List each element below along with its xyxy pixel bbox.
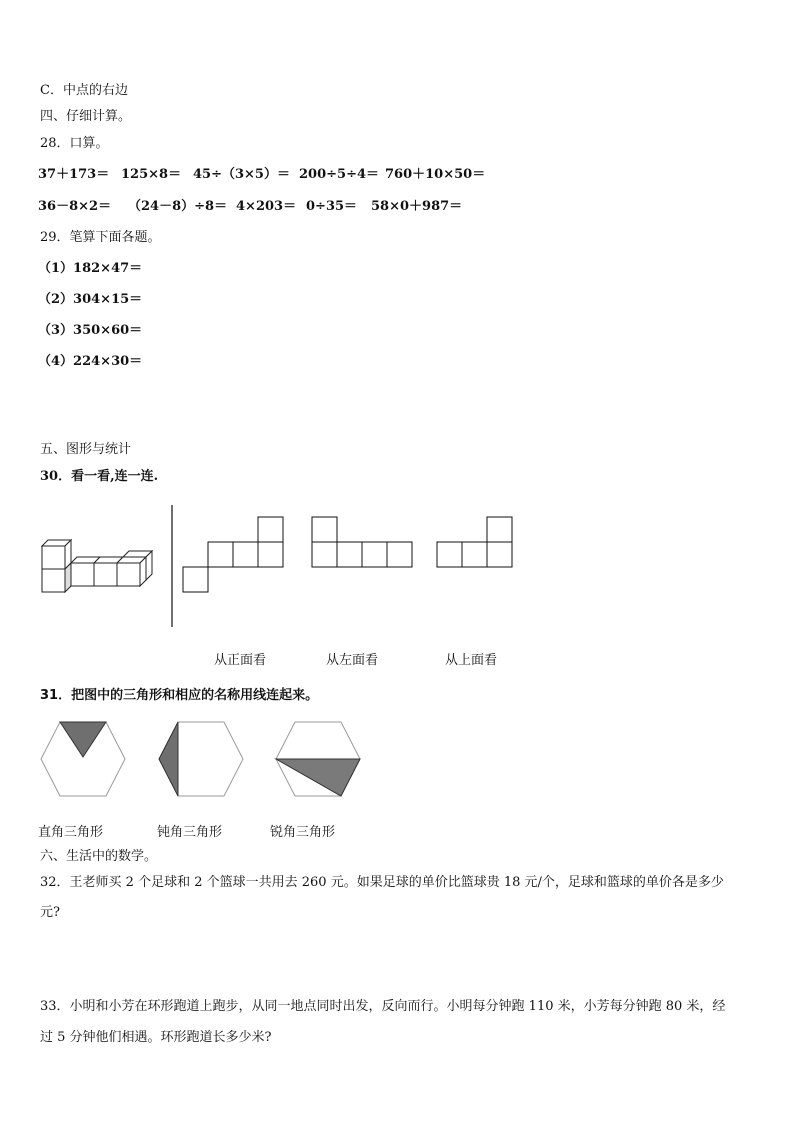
question-32-line1: 32．王老师买 2 个足球和 2 个篮球一共用去 260 元。如果足球的单价比篮球贵 18 元/个，足球和篮球的单价各是多少 bbox=[40, 875, 724, 890]
view-label-top: 从上面看 bbox=[445, 653, 498, 668]
hexagon-obtuse-triangle bbox=[158, 721, 244, 797]
section-five-heading: 五、图形与统计 bbox=[40, 442, 132, 457]
question-31: 31．把图中的三角形和相应的名称用线连起来。 bbox=[40, 688, 319, 703]
view-shape-right-raised bbox=[437, 517, 513, 568]
option-c: C．中点的右边 bbox=[40, 83, 128, 98]
oral-calc-item: 760＋10×50＝ bbox=[385, 167, 486, 182]
oral-calc-item: （24－8）÷8＝ bbox=[128, 199, 228, 214]
oral-calc-item: 37＋173＝ bbox=[38, 167, 110, 182]
triangle-label-acute: 锐角三角形 bbox=[270, 825, 336, 840]
view-shape-staircase bbox=[183, 517, 284, 593]
view-shape-left-raised bbox=[312, 517, 413, 568]
written-calc-item: （2）304×15＝ bbox=[38, 292, 143, 307]
oral-calc-item: 0÷35＝ bbox=[306, 199, 358, 214]
hexagon-acute-triangle bbox=[275, 721, 361, 797]
question-29: 29．笔算下面各题。 bbox=[40, 230, 161, 245]
oral-calc-item: 4×203＝ bbox=[236, 199, 297, 214]
oral-calc-item: 45÷（3×5）＝ bbox=[193, 167, 290, 182]
triangle-label-obtuse: 钝角三角形 bbox=[157, 825, 223, 840]
question-33-line1: 33．小明和小芳在环形跑道上跑步，从同一地点同时出发，反向而行。小明每分钟跑 110 米，小芳每分钟跑 80 米，经 bbox=[40, 999, 726, 1014]
written-calc-item: （3）350×60＝ bbox=[38, 323, 143, 338]
written-calc-item: （4）224×30＝ bbox=[38, 354, 143, 369]
view-label-left: 从左面看 bbox=[326, 653, 379, 668]
question-33-line2: 过 5 分钟他们相遇。环形跑道长多少米? bbox=[40, 1030, 272, 1045]
question-30: 30．看一看,连一连. bbox=[40, 469, 159, 484]
section-four-heading: 四、仔细计算。 bbox=[40, 109, 132, 124]
divider-line bbox=[170, 505, 174, 627]
oral-calc-item: 125×8＝ bbox=[121, 167, 182, 182]
cube-solid-figure bbox=[40, 538, 155, 598]
oral-calc-item: 36－8×2＝ bbox=[38, 199, 112, 214]
triangle-label-right: 直角三角形 bbox=[38, 825, 104, 840]
view-label-front: 从正面看 bbox=[214, 653, 267, 668]
oral-calc-item: 58×0＋987＝ bbox=[371, 199, 463, 214]
hexagon-right-triangle bbox=[40, 721, 126, 797]
question-32-line2: 元? bbox=[40, 905, 60, 920]
section-six-heading: 六、生活中的数学。 bbox=[40, 849, 158, 864]
question-28: 28．口算。 bbox=[40, 136, 109, 151]
oral-calc-item: 200÷5÷4＝ bbox=[299, 167, 380, 182]
written-calc-item: （1）182×47＝ bbox=[38, 261, 143, 276]
